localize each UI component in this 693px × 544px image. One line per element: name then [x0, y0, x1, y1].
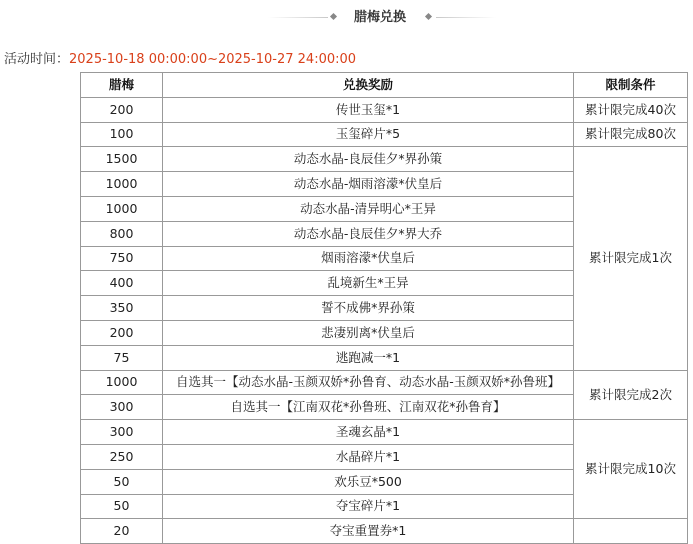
cost-cell: 200 [81, 97, 163, 122]
reward-cell: 动态水晶-良辰佳夕*界孙策 [163, 147, 574, 172]
table-header-row [81, 73, 688, 98]
reward-cell: 玉玺碎片*5 [163, 122, 574, 147]
reward-cell: 水晶碎片*1 [163, 444, 574, 469]
cost-cell: 50 [81, 469, 163, 494]
cost-cell: 1000 [81, 196, 163, 221]
cost-cell: 250 [81, 444, 163, 469]
table-row [81, 147, 688, 172]
limit-cell: 累计限完成2次 [574, 370, 688, 420]
cost-cell: 1000 [81, 172, 163, 197]
column-header-limit: 限制条件 [574, 73, 688, 98]
cost-cell: 20 [81, 519, 163, 544]
limit-cell: 累计限完成40次 [574, 97, 688, 122]
reward-cell: 悲凄别离*伏皇后 [163, 320, 574, 345]
event-time-label: 活动时间： [4, 52, 70, 67]
cost-cell: 300 [81, 395, 163, 420]
cost-cell: 400 [81, 271, 163, 296]
header-divider-left [268, 17, 328, 18]
table-row [81, 122, 688, 147]
reward-cell: 自选其一【江南双花*孙鲁班、江南双花*孙鲁育】 [163, 395, 574, 420]
cost-cell: 75 [81, 345, 163, 370]
cost-cell: 100 [81, 122, 163, 147]
table-row [81, 420, 688, 445]
reward-cell: 动态水晶-清异明心*王异 [163, 196, 574, 221]
cost-cell: 200 [81, 320, 163, 345]
reward-cell: 欢乐豆*500 [163, 469, 574, 494]
header-divider-right [436, 17, 496, 18]
section-header [0, 9, 693, 27]
cost-cell: 50 [81, 494, 163, 519]
cost-cell: 1500 [81, 147, 163, 172]
cost-cell: 300 [81, 420, 163, 445]
table-row [81, 370, 688, 395]
reward-cell: 夺宝碎片*1 [163, 494, 574, 519]
cost-cell: 750 [81, 246, 163, 271]
event-time-range: 2025-10-18 00:00:00~2025-10-27 24:00:00 [69, 52, 357, 67]
cost-cell: 800 [81, 221, 163, 246]
table-row [81, 97, 688, 122]
reward-cell: 传世玉玺*1 [163, 97, 574, 122]
column-header-cost: 腊梅 [81, 73, 163, 98]
diamond-icon [425, 13, 432, 20]
reward-cell: 誓不成佛*界孙策 [163, 296, 574, 321]
reward-cell: 乱境新生*王异 [163, 271, 574, 296]
limit-cell: 累计限完成80次 [574, 122, 688, 147]
reward-cell: 自选其一【动态水晶-玉颜双娇*孙鲁育、动态水晶-玉颜双娇*孙鲁班】 [163, 370, 574, 395]
cost-cell: 350 [81, 296, 163, 321]
exchange-table [80, 72, 688, 544]
column-header-reward: 兑换奖励 [163, 73, 574, 98]
limit-cell: 累计限完成1次 [574, 147, 688, 370]
cost-cell: 1000 [81, 370, 163, 395]
reward-cell: 夺宝重置券*1 [163, 519, 574, 544]
reward-cell: 圣魂玄晶*1 [163, 420, 574, 445]
reward-cell: 逃跑减一*1 [163, 345, 574, 370]
reward-cell: 动态水晶-烟雨溶濛*伏皇后 [163, 172, 574, 197]
reward-cell: 烟雨溶濛*伏皇后 [163, 246, 574, 271]
diamond-icon [330, 13, 337, 20]
reward-cell: 动态水晶-良辰佳夕*界大乔 [163, 221, 574, 246]
limit-cell [574, 519, 688, 544]
page-title: 腊梅兑换 [353, 10, 406, 25]
limit-cell: 累计限完成10次 [574, 420, 688, 519]
event-time [4, 52, 356, 68]
table-row [81, 519, 688, 544]
